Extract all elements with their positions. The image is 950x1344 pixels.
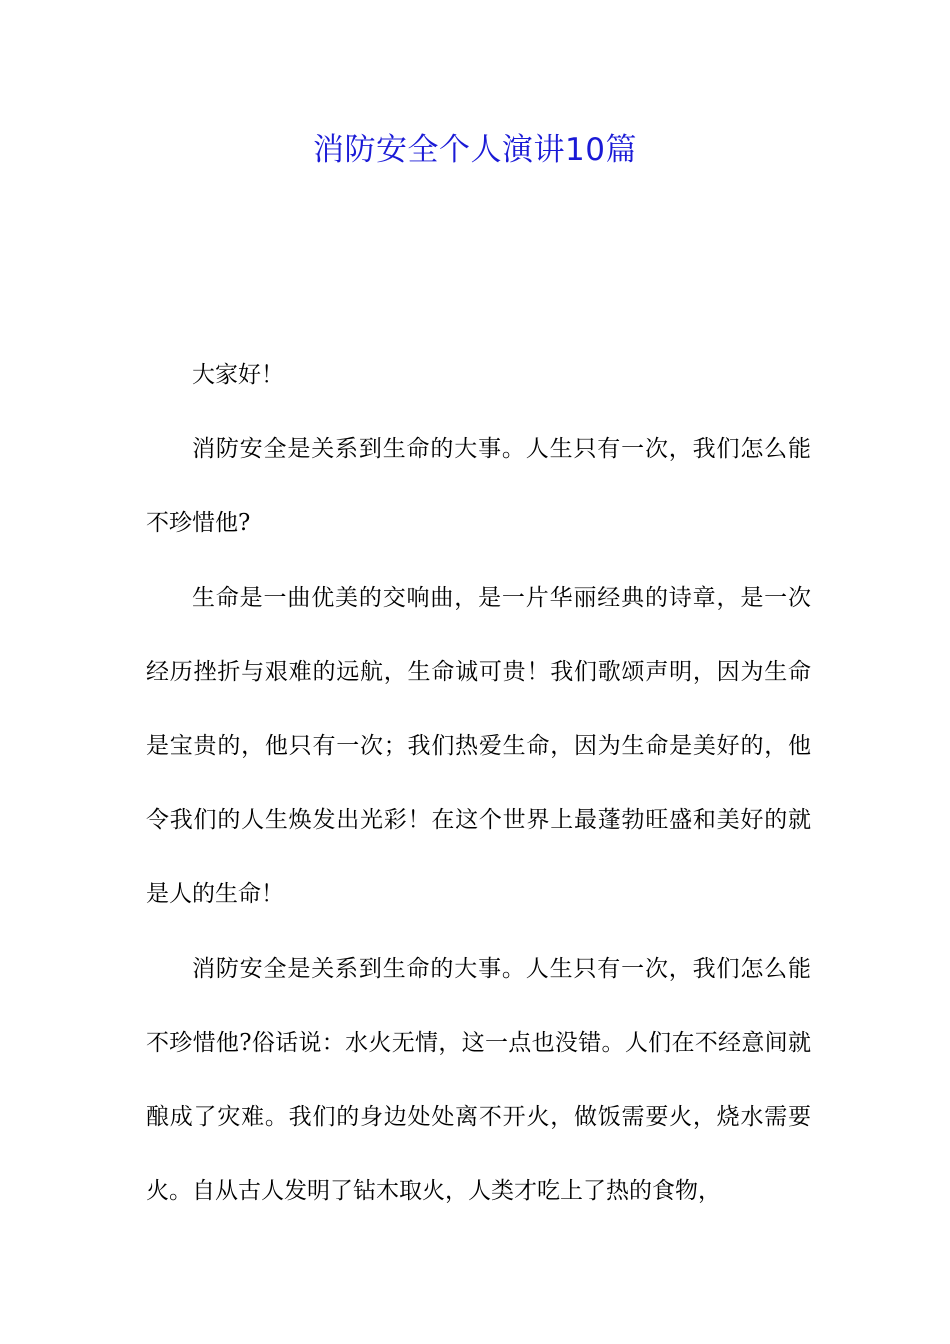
paragraph-life: 生命是一曲优美的交响曲，是一片华丽经典的诗章，是一次经历挫折与艰难的远航，生命诚可贵！我们歌颂声明，因为生命是宝贵的，他只有一次；我们热爱生命，因为生命是美好的，他令我们的人生焕发出光彩！在这个世界上最蓬勃旺盛和美好的就是人的生命！	[146, 584, 811, 908]
paragraph-intro: 消防安全是关系到生命的大事。人生只有一次，我们怎么能不珍惜他?	[146, 436, 811, 537]
paragraph-greeting: 大家好！	[192, 362, 284, 388]
paragraph-fire-safety: 消防安全是关系到生命的大事。人生只有一次，我们怎么能不珍惜他?俗话说：水火无情，这一点也没错。人们在不经意间就酿成了灾难。我们的身边处处离不开火，做饭需要火，烧水需要火。自从古人发明了钻木取火，人类才吃上了热的食物，	[146, 955, 811, 1205]
document-body	[146, 338, 811, 1228]
document-title: 消防安全个人演讲10篇	[313, 132, 637, 168]
